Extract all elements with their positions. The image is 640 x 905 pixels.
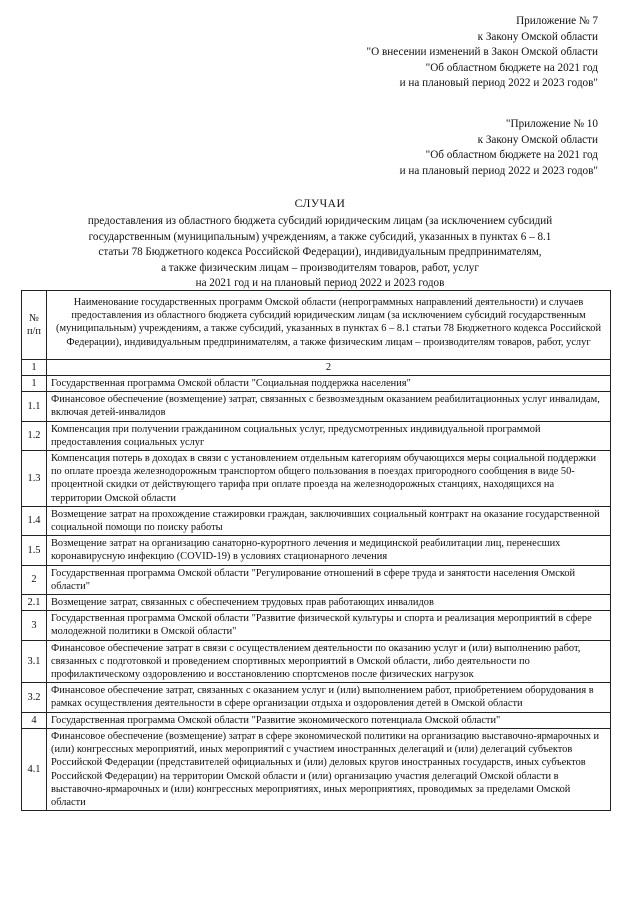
appendix-7-line: Приложение № 7 xyxy=(516,15,598,27)
row-number: 4 xyxy=(22,712,47,728)
document-subtitle xyxy=(60,214,580,292)
appendix-7-line: и на плановый период 2022 и 2023 годов" xyxy=(399,77,598,89)
appendix-10-line: к Закону Омской области xyxy=(477,133,598,146)
row-number: 1.1 xyxy=(22,392,47,421)
table-row xyxy=(22,421,611,450)
row-number: 3 xyxy=(22,611,47,640)
table-row xyxy=(22,640,611,683)
column-numbers-row xyxy=(22,359,611,375)
row-text: Компенсация при получении гражданином социальных услуг, предусмотренных индивидуальной программой предоставления социальных услуг xyxy=(47,421,611,450)
appendix-10-line: "Приложение № 10 xyxy=(505,118,598,130)
table-row xyxy=(22,451,611,507)
table-row xyxy=(22,595,611,611)
row-text: Государственная программа Омской области "Развитие экономического потенциала Омской области" xyxy=(47,712,611,728)
table-row xyxy=(22,392,611,421)
row-number: 1 xyxy=(22,376,47,392)
column-number: 2 xyxy=(47,359,611,375)
row-text: Возмещение затрат на прохождение стажировки граждан, заключивших социальный контракт на оказание государственной социальной помощи по поиску работы xyxy=(47,506,611,535)
appendix-7-header xyxy=(367,14,598,92)
row-number: 1.5 xyxy=(22,536,47,565)
table-row xyxy=(22,565,611,594)
cases-table xyxy=(21,290,611,811)
appendix-7-line: "Об областном бюджете на 2021 год xyxy=(425,61,598,74)
appendix-10-line: и на плановый период 2022 и 2023 годов" xyxy=(399,164,598,177)
row-text: Государственная программа Омской области "Развитие физической культуры и спорта и реализация мероприятий в сфере молодежной политики в Омской области" xyxy=(47,611,611,640)
table-row xyxy=(22,506,611,535)
row-text: Государственная программа Омской области "Социальная поддержка населения" xyxy=(47,376,611,392)
appendix-7-line: "О внесении изменений в Закон Омской области xyxy=(366,46,598,58)
row-text: Финансовое обеспечение затрат, связанных с оказанием услуг и (или) выполнением работ, приобретением оборудования в рамках осуществления деятельности в сфере организации отдыха и оздоровления детей в Омской области xyxy=(47,683,611,712)
subtitle-line: предоставления из областного бюджета субсидий юридическим лицам (за исключением субсидий xyxy=(87,215,553,227)
row-text: Компенсация потерь в доходах в связи с установлением отдельным категориям обучающихся меры социальной поддержки по оплате проезда железнодорожным транспортом общего пользования в поездах пригородного сообщения в виде 50-процентной скидки от действующего тарифа при оплате проезда на железнодорожных станциях, находящихся на территории Омской области xyxy=(47,451,611,507)
row-number: 2 xyxy=(22,565,47,594)
subtitle-line: а также физическим лицам – производителям товаров, работ, услуг xyxy=(161,261,479,274)
table-row xyxy=(22,683,611,712)
header-num: № п/п xyxy=(22,291,47,360)
row-text: Возмещение затрат на организацию санаторно-курортного лечения и медицинской реабилитации лиц, перенесших коронавирусную инфекцию (COVID-19) в условиях стационарного лечения xyxy=(47,536,611,565)
row-number: 4.1 xyxy=(22,728,47,810)
row-number: 1.3 xyxy=(22,451,47,507)
row-number: 3.2 xyxy=(22,683,47,712)
row-number: 1.4 xyxy=(22,506,47,535)
subtitle-line: на 2021 год и на плановый период 2022 и 2023 годов xyxy=(195,277,445,289)
row-text: Возмещение затрат, связанных с обеспечением трудовых прав работающих инвалидов xyxy=(47,595,611,611)
row-number: 1.2 xyxy=(22,421,47,450)
table-row xyxy=(22,712,611,728)
table-row xyxy=(22,728,611,810)
row-number: 3.1 xyxy=(22,640,47,683)
table-header-row xyxy=(22,291,611,360)
appendix-10-line: "Об областном бюджете на 2021 год xyxy=(425,149,598,161)
appendix-10-header xyxy=(400,117,598,179)
column-number: 1 xyxy=(22,359,47,375)
appendix-7-line: к Закону Омской области xyxy=(477,30,598,43)
row-text: Государственная программа Омской области "Регулирование отношений в сфере труда и занятости населения Омской области" xyxy=(47,565,611,594)
subtitle-line: государственным (муниципальным) учреждениям, а также субсидий, указанных в пунктах 6 – 8.1 xyxy=(88,230,552,243)
row-text: Финансовое обеспечение затрат в связи с осуществлением деятельности по оказанию услуг и (или) выполнению работ, связанных с подготовкой и проведением спортивных мероприятий в Омской области, либо деятельности по профилактическому оздоровлению и восстановлению спортсменов после физических нагрузок xyxy=(47,640,611,683)
row-number: 2.1 xyxy=(22,595,47,611)
table-row xyxy=(22,376,611,392)
table-row xyxy=(22,536,611,565)
row-text: Финансовое обеспечение (возмещение) затрат в сфере экономической политики на организацию выставочно-ярмарочных и (или) конгрессных мероприятий, иных мероприятий с участием иностранных делегаций и (или) делегаций субъектов Российской Федерации (представителей официальных и (или) деловых кругов иностранных государств, иных субъектов Российской Федерации) на территории Омской области и (или) организацию участия делегаций Омской области в выставочно-ярмарочных и (или) конгрессных мероприятиях, иных мероприятиях, проводимых за пределами Омской области xyxy=(47,728,611,810)
header-name: Наименование государственных программ Омской области (непрограммных направлений деятельности) и случаев предоставления из областного бюджета субсидий юридическим лицам (за исключением субсидий государственным (муниципальным) учреждениям, а также субсидий, указанных в пунктах 6 – 8.1 статьи 78 Бюджетного кодекса Российской Федерации), индивидуальным предпринимателям, а также физическим лицам – производителям товаров, работ, услуг xyxy=(47,291,611,360)
table-row xyxy=(22,611,611,640)
row-text: Финансовое обеспечение (возмещение) затрат, связанных с безвозмездным оказанием реабилитационных услуг инвалидам, включая детей-инвалидов xyxy=(47,392,611,421)
document-title: СЛУЧАИ xyxy=(294,197,346,210)
subtitle-line: статьи 78 Бюджетного кодекса Российской Федерации), индивидуальным предпринимателям, xyxy=(98,246,542,258)
